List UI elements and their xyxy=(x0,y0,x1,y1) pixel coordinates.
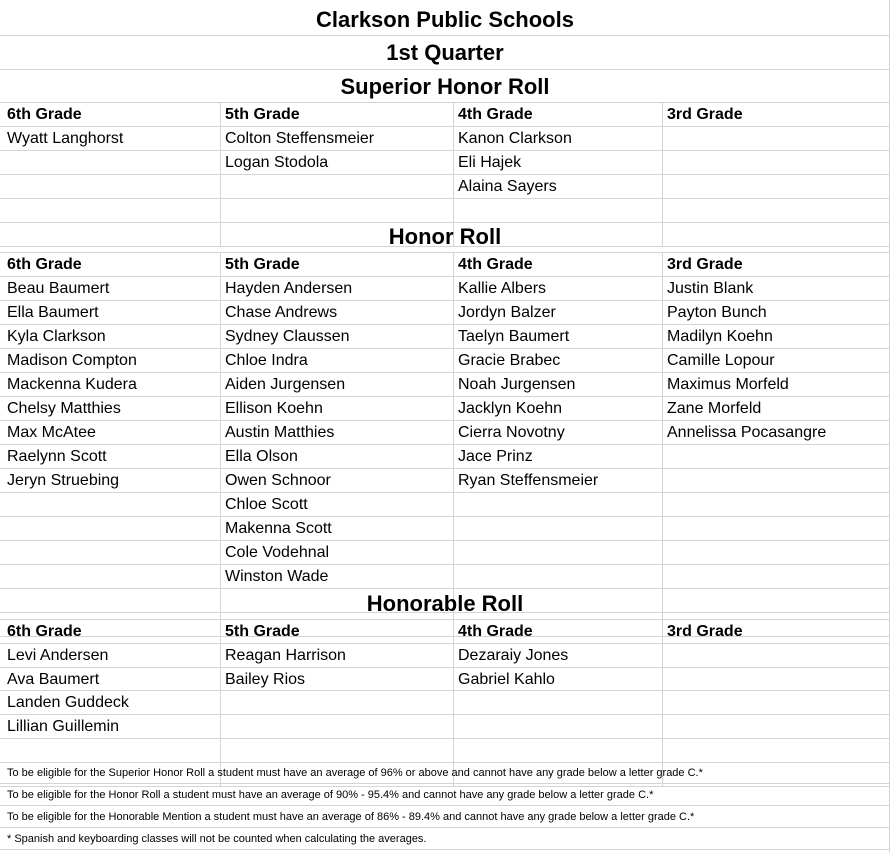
empty-cell[interactable] xyxy=(221,715,454,738)
student-name[interactable]: Makenna Scott xyxy=(221,517,454,540)
empty-cell[interactable] xyxy=(663,445,890,468)
empty-cell[interactable] xyxy=(663,199,890,222)
student-name[interactable]: Chase Andrews xyxy=(221,301,454,324)
student-name[interactable]: Gracie Brabec xyxy=(454,349,663,372)
student-name[interactable]: Landen Guddeck xyxy=(0,691,221,714)
section-title-row[interactable] xyxy=(0,220,890,253)
empty-cell[interactable] xyxy=(663,691,890,714)
student-name[interactable]: Payton Bunch xyxy=(667,304,767,321)
empty-cell[interactable] xyxy=(221,739,454,762)
student-row xyxy=(0,373,890,397)
eligibility-note[interactable]: To be eligible for the Honorable Mention a student must have an average of 86% - 89.4% and cannot have any grade below a letter grade C.* xyxy=(0,806,890,828)
empty-cell[interactable] xyxy=(663,175,890,198)
grade-header-3rd-grade[interactable]: 3rd Grade xyxy=(667,106,743,123)
section-title-superior-honor-roll: Superior Honor Roll xyxy=(340,74,550,99)
empty-cell[interactable] xyxy=(663,469,890,492)
empty-cell[interactable] xyxy=(221,691,454,714)
empty-cell[interactable] xyxy=(221,175,454,198)
student-name[interactable]: Cole Vodehnal xyxy=(221,541,454,564)
student-row xyxy=(0,127,890,151)
student-name[interactable]: Owen Schnoor xyxy=(221,469,454,492)
grade-header-3rd-grade[interactable]: 3rd Grade xyxy=(667,623,743,640)
student-name[interactable]: Aiden Jurgensen xyxy=(221,373,454,396)
student-name[interactable]: Bailey Rios xyxy=(221,668,454,691)
empty-cell[interactable] xyxy=(663,541,890,564)
student-name[interactable]: Jace Prinz xyxy=(454,445,663,468)
empty-cell[interactable] xyxy=(663,127,890,150)
student-row xyxy=(0,493,890,517)
grade-header-4th-grade[interactable]: 4th Grade xyxy=(454,103,663,126)
grade-header-4th-grade[interactable]: 4th Grade xyxy=(454,620,663,643)
eligibility-note[interactable]: To be eligible for the Superior Honor Roll a student must have an average of 96% or above and cannot have any grade below a letter grade C.* xyxy=(0,762,890,784)
grade-header-6th-grade[interactable]: 6th Grade xyxy=(0,103,221,126)
section-title-honor-roll: Honor Roll xyxy=(388,224,502,249)
student-name[interactable]: Ella Baumert xyxy=(0,301,221,324)
grade-header-6th-grade[interactable]: 6th Grade xyxy=(0,253,221,276)
school-title: Clarkson Public Schools xyxy=(316,7,574,32)
student-name[interactable]: Ellison Koehn xyxy=(221,397,454,420)
empty-cell[interactable] xyxy=(0,199,221,222)
empty-cell[interactable] xyxy=(0,493,221,516)
student-name[interactable]: Kallie Albers xyxy=(454,277,663,300)
eligibility-note[interactable]: * Spanish and keyboarding classes will not be counted when calculating the averages. xyxy=(0,828,890,850)
empty-cell[interactable] xyxy=(663,668,890,691)
empty-cell[interactable] xyxy=(0,517,221,540)
student-name[interactable]: Kyla Clarkson xyxy=(0,325,221,348)
student-name[interactable]: Gabriel Kahlo xyxy=(454,668,663,691)
student-name[interactable]: Sydney Claussen xyxy=(221,325,454,348)
student-name[interactable]: Annelissa Pocasangre xyxy=(667,424,827,441)
student-row xyxy=(0,668,890,692)
student-name[interactable]: Reagan Harrison xyxy=(221,644,454,667)
quarter-title: 1st Quarter xyxy=(386,40,504,65)
student-name[interactable]: Madilyn Koehn xyxy=(667,328,773,345)
student-name[interactable]: Madison Compton xyxy=(0,349,221,372)
empty-cell[interactable] xyxy=(0,739,221,762)
student-name[interactable]: Max McAtee xyxy=(0,421,221,444)
grade-header-5th-grade[interactable]: 5th Grade xyxy=(221,253,454,276)
empty-cell[interactable] xyxy=(663,565,890,588)
empty-cell[interactable] xyxy=(454,715,663,738)
student-name[interactable]: Raelynn Scott xyxy=(0,445,221,468)
student-row xyxy=(0,397,890,421)
empty-cell[interactable] xyxy=(663,517,890,540)
student-name[interactable]: Lillian Guillemin xyxy=(0,715,221,738)
student-row xyxy=(0,715,890,739)
empty-cell[interactable] xyxy=(663,151,890,174)
student-name[interactable]: Logan Stodola xyxy=(221,151,454,174)
eligibility-note[interactable]: To be eligible for the Honor Roll a student must have an average of 90% - 95.4% and cannot have any grade below a letter grade C.* xyxy=(0,784,890,806)
section-title-row[interactable] xyxy=(0,587,890,620)
empty-cell[interactable] xyxy=(663,644,890,667)
student-row xyxy=(0,691,890,715)
student-name[interactable]: Beau Baumert xyxy=(0,277,221,300)
school-title-row[interactable] xyxy=(0,3,890,36)
student-row xyxy=(0,469,890,493)
empty-cell[interactable] xyxy=(454,541,663,564)
student-row xyxy=(0,151,890,175)
student-row xyxy=(0,277,890,301)
student-row xyxy=(0,445,890,469)
student-row xyxy=(0,349,890,373)
student-name[interactable]: Camille Lopour xyxy=(667,352,775,369)
empty-cell[interactable] xyxy=(663,493,890,516)
empty-cell[interactable] xyxy=(663,715,890,738)
student-name[interactable]: Zane Morfeld xyxy=(667,400,762,417)
student-name[interactable]: Dezaraiy Jones xyxy=(454,644,663,667)
grade-header-row xyxy=(0,253,890,277)
grade-header-5th-grade[interactable]: 5th Grade xyxy=(221,620,454,643)
empty-cell[interactable] xyxy=(454,199,663,222)
empty-cell[interactable] xyxy=(454,493,663,516)
student-name[interactable]: Ryan Steffensmeier xyxy=(454,469,663,492)
section-title-honorable-roll: Honorable Roll xyxy=(366,591,524,616)
student-row xyxy=(0,175,890,199)
student-row xyxy=(0,565,890,589)
grade-header-3rd-grade[interactable]: 3rd Grade xyxy=(667,256,743,273)
student-name[interactable]: Austin Matthies xyxy=(221,421,454,444)
empty-cell[interactable] xyxy=(0,565,221,588)
student-name[interactable]: Chloe Scott xyxy=(221,493,454,516)
empty-cell[interactable] xyxy=(454,517,663,540)
empty-cell[interactable] xyxy=(0,175,221,198)
student-name[interactable]: Noah Jurgensen xyxy=(454,373,663,396)
student-row xyxy=(0,517,890,541)
student-row xyxy=(0,301,890,325)
empty-cell[interactable] xyxy=(454,691,663,714)
grade-header-6th-grade[interactable]: 6th Grade xyxy=(0,620,221,643)
student-row xyxy=(0,644,890,668)
student-name[interactable]: Justin Blank xyxy=(667,280,754,297)
student-name[interactable]: Kanon Clarkson xyxy=(454,127,663,150)
student-name[interactable]: Colton Steffensmeier xyxy=(221,127,454,150)
student-name[interactable]: Chloe Indra xyxy=(221,349,454,372)
grade-header-row xyxy=(0,103,890,127)
student-name[interactable]: Winston Wade xyxy=(221,565,454,588)
empty-cell[interactable] xyxy=(0,151,221,174)
grade-header-row xyxy=(0,620,890,644)
empty-cell[interactable] xyxy=(221,199,454,222)
right-border xyxy=(889,0,890,853)
student-row xyxy=(0,541,890,565)
quarter-title-row[interactable] xyxy=(0,36,890,70)
empty-cell[interactable] xyxy=(0,541,221,564)
empty-cell[interactable] xyxy=(454,739,663,762)
student-name[interactable]: Eli Hajek xyxy=(454,151,663,174)
student-row xyxy=(0,421,890,445)
student-name[interactable]: Jacklyn Koehn xyxy=(454,397,663,420)
student-row xyxy=(0,739,890,763)
empty-cell[interactable] xyxy=(663,739,890,762)
student-name[interactable]: Ella Olson xyxy=(221,445,454,468)
student-name[interactable]: Chelsy Matthies xyxy=(0,397,221,420)
student-name[interactable]: Cierra Novotny xyxy=(454,421,663,444)
student-name[interactable]: Mackenna Kudera xyxy=(0,373,221,396)
student-name[interactable]: Jeryn Struebing xyxy=(0,469,221,492)
student-name[interactable]: Levi Andersen xyxy=(0,644,221,667)
student-name[interactable]: Maximus Morfeld xyxy=(667,376,789,393)
student-name[interactable]: Ava Baumert xyxy=(0,668,221,691)
student-name[interactable]: Jordyn Balzer xyxy=(454,301,663,324)
section-title-row[interactable] xyxy=(0,70,890,103)
student-name[interactable]: Alaina Sayers xyxy=(454,175,663,198)
grade-header-4th-grade[interactable]: 4th Grade xyxy=(454,253,663,276)
student-name[interactable]: Hayden Andersen xyxy=(221,277,454,300)
grade-header-5th-grade[interactable]: 5th Grade xyxy=(221,103,454,126)
student-name[interactable]: Wyatt Langhorst xyxy=(0,127,221,150)
student-row xyxy=(0,325,890,349)
empty-cell[interactable] xyxy=(454,565,663,588)
student-name[interactable]: Taelyn Baumert xyxy=(454,325,663,348)
